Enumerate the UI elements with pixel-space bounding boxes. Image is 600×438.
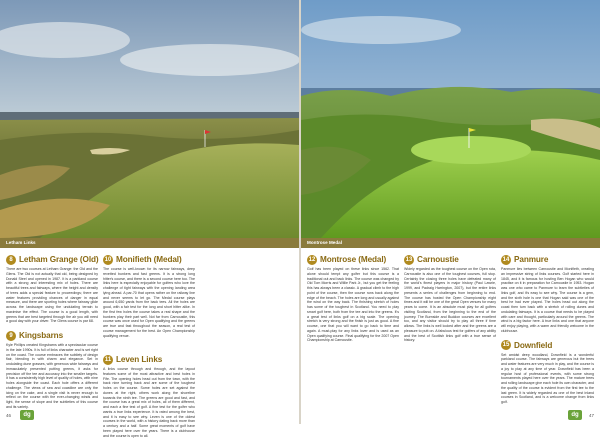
right-course-photo <box>301 0 600 238</box>
entry-body: A links course through and through, and the layout features some of the most attractive and best holes in Fife. The opening holes head out from the town, with the back nine turning back and are some of the toughest holes on the course. Some holes are set against the dunes at the right, others work along the shoreline towards the ninth tee. The greens are good and fast, and the course has a great mix of holes, all of them different, and each a fine test of golf. A fine test for the golfer who wants a true links experience. It is rated among the best, and it is easy to see why. Leven is one of the oldest courses in the world, with a history dating back more than a century and a half. Some great moments of golf have been played here over the years. There is a clubhouse and the course is open to all. <box>103 367 195 438</box>
course-entry <box>404 254 496 343</box>
entry-title: Kingsbarns <box>19 331 64 340</box>
left-column-2 <box>103 254 195 344</box>
entry-number-badge: 11 <box>104 356 112 363</box>
entry-number-badge: 8 <box>6 255 16 265</box>
magazine-logo: dg <box>20 410 34 420</box>
right-page-number: 47 <box>588 413 594 418</box>
entry-title: Monifieth (Medal) <box>116 255 182 264</box>
entry-title: Letham Grange (Old) <box>19 255 99 264</box>
course-entry <box>307 254 399 343</box>
entry-title: Carnoustie <box>417 255 459 264</box>
course-entry <box>501 254 594 334</box>
entry-number-badge: 15 <box>502 342 510 348</box>
entry-body: Kyle Phillips created Kingsbarns with a spectacular course in the late 1990s. It is full of links character and is set right on the coast. The course embraces the subtlety of design flair, blending in with charm and elegance. Set in undulating dune grasses, with generous wide fairways and immaculately presented putting greens, it asks for precision off the tee and accuracy into the smaller targets. It has a consistently high level of quality of holes, with nine holes alongside the coast. Each hole offers a different challenge. The views of sea and coastline are only the icing on the cake, and a single visit is never enough to reflect on the course with the ever-changing winds and light, the sense of slope and the subtleties of this course and its variety. <box>6 343 98 409</box>
right-caption-bar <box>301 238 600 248</box>
entry-body: Golf has been played on these links since 1562. That alone should tempt any golfer but this course is a traditional out and back links. The course was changed by Old Tom Morris and Willie Park Jr., but you get the feeling this has always been a classic. A gradual climb to the high point of the course, then the course runs back along the edge of the beach. The holes are long and usually against the wind on the way back. The finishing stretch of holes has some of the toughest in Scotland. You need to play smart golf here, both from the tee and into the greens. It's a great test of links golf on a big scale. The opening stretch is very strong and the finish is just as good. A fine course, one that you will want to go back to time and again. A must-play for any links lover and is used as an Open qualifying course. Final qualifying for the 2007 Open Championship at Carnoustie. <box>307 267 399 343</box>
left-page <box>0 0 299 438</box>
entry-title: Leven Links <box>116 355 163 364</box>
right-column-3 <box>501 254 594 411</box>
entry-number-badge: 10 <box>104 256 112 263</box>
course-entry <box>501 340 594 405</box>
right-column-2 <box>404 254 496 349</box>
course-entry <box>6 254 98 324</box>
left-page-number: 46 <box>6 413 12 418</box>
course-entry <box>103 254 195 338</box>
entry-title: Downfield <box>514 340 553 350</box>
entry-body: There are two courses at Letham Grange: the Old and the Glens. The Old is not actually that old, being designed by Donald Steel and opened in 1987. It is a parkland course with a strong and interesting mix of holes. There are beautiful trees and fairways, where the height and density of trees adds a special feature to proceedings; there are water features providing chances of danger in equal measure, and there are sporting holes where fairway glide across the landscape using the undulating terrain to maximise the effect. The course is a good length, with greens that are best targeted through the air you will need a good day with your driver. The Glens course is par 68. <box>6 267 98 324</box>
magazine-logo: dg <box>568 410 582 420</box>
entry-body: The course is well-known for its narrow fairways, deep revetted bunkers and fast greens. It is a strong long hitter's course, and there is a second course here too. The links here is especially enjoyable for golfers who love the challenge of tight fairways with the opening landing area lying ahead. A par-70 that opens rather on the railway line and never seems to let go. The Medal course plays around 6,650 yards from the back tees. All the holes are good, with a fair test for the long and short hitter alike. In the first few holes the course takes a real shape and the bunkers play their part well. Not far from Carnoustie, this course was once used for Open qualifying and the greens are true and fast throughout the season, a real test of course management for the best. An Open Championship qualifying venue. <box>103 267 195 338</box>
left-column-1 <box>6 254 98 416</box>
entry-body: Set amidst deep woodland, Downfield is a wonderful parkland course. The fairways are generous but the trees and water features are very much in play, and the course is a joy to play at any time of year. Downfield has been a regular host of professional events, with some strong tournaments played here over the years. The mature trees and rolling landscape give each hole its own character, and the quality of the course is evident from the first tee to the last green. It is widely regarded as one of the best inland courses in Scotland, and is a welcome change from links golf. <box>501 352 594 404</box>
entry-body: Panmure lies between Carnoustie and Monifieth, creating an impressive string of links courses. Golf started here in 1845, and it is famous for hosting Ben Hogan who would practise on it in preparation for Carnoustie in 1953. Hogan was one who came to Panmure to learn the subtleties of links golf, and it's easy to see why. The course is a gem, and the sixth hole is one that Hogan said was one of the best he had ever played. The holes head out along the coast then turn back with a stretch of rolling dunes and undulating fairways. It is a course that needs to be played with care and thought, particularly around the greens. The wind is a big factor here. A true links and one that anyone will enjoy playing, with a warm and friendly welcome in the clubhouse. <box>501 267 594 333</box>
entry-number-badge: 13 <box>405 256 413 263</box>
course-entry <box>103 354 195 438</box>
left-course-photo <box>0 0 299 238</box>
left-caption-bar <box>0 238 299 248</box>
entry-title: Montrose (Medal) <box>320 255 387 264</box>
entry-number-badge: 14 <box>502 256 510 263</box>
left-photo-caption: Letham Links <box>6 240 36 245</box>
right-photo-caption: Montrose Medal <box>307 240 342 245</box>
entry-title: Panmure <box>514 255 549 264</box>
entry-number-badge: 12 <box>308 256 316 263</box>
left-column-2b <box>103 354 195 438</box>
right-page <box>301 0 600 424</box>
entry-body: Widely regarded as the toughest course on the Open rota, Carnoustie is also one of the toughest courses, full stop. Certainly the closing three holes have defeated many of the world's finest players in major history (Paul Lawrie, 1999, and Padraig Harrington, 2007), but the entire links presents a series of challenges from beginning to end. The course has hosted the Open Championship eight times and it will be one of the great Open venues for many years to come. It is an absolute must play for all golfers visiting Scotland, from the beginning to the end of the journey. The Burnside and Buddon courses are excellent too, and any visitor should try to play all three if time allows. The links is well looked after and the greens are a pleasure to putt on. A fabulous test for golfers of any ability and the best of Scottish links golf with a true sense of history. <box>404 267 496 343</box>
right-column-1 <box>307 254 399 349</box>
course-entry <box>6 330 98 410</box>
entry-number-badge: 9 <box>6 331 16 341</box>
